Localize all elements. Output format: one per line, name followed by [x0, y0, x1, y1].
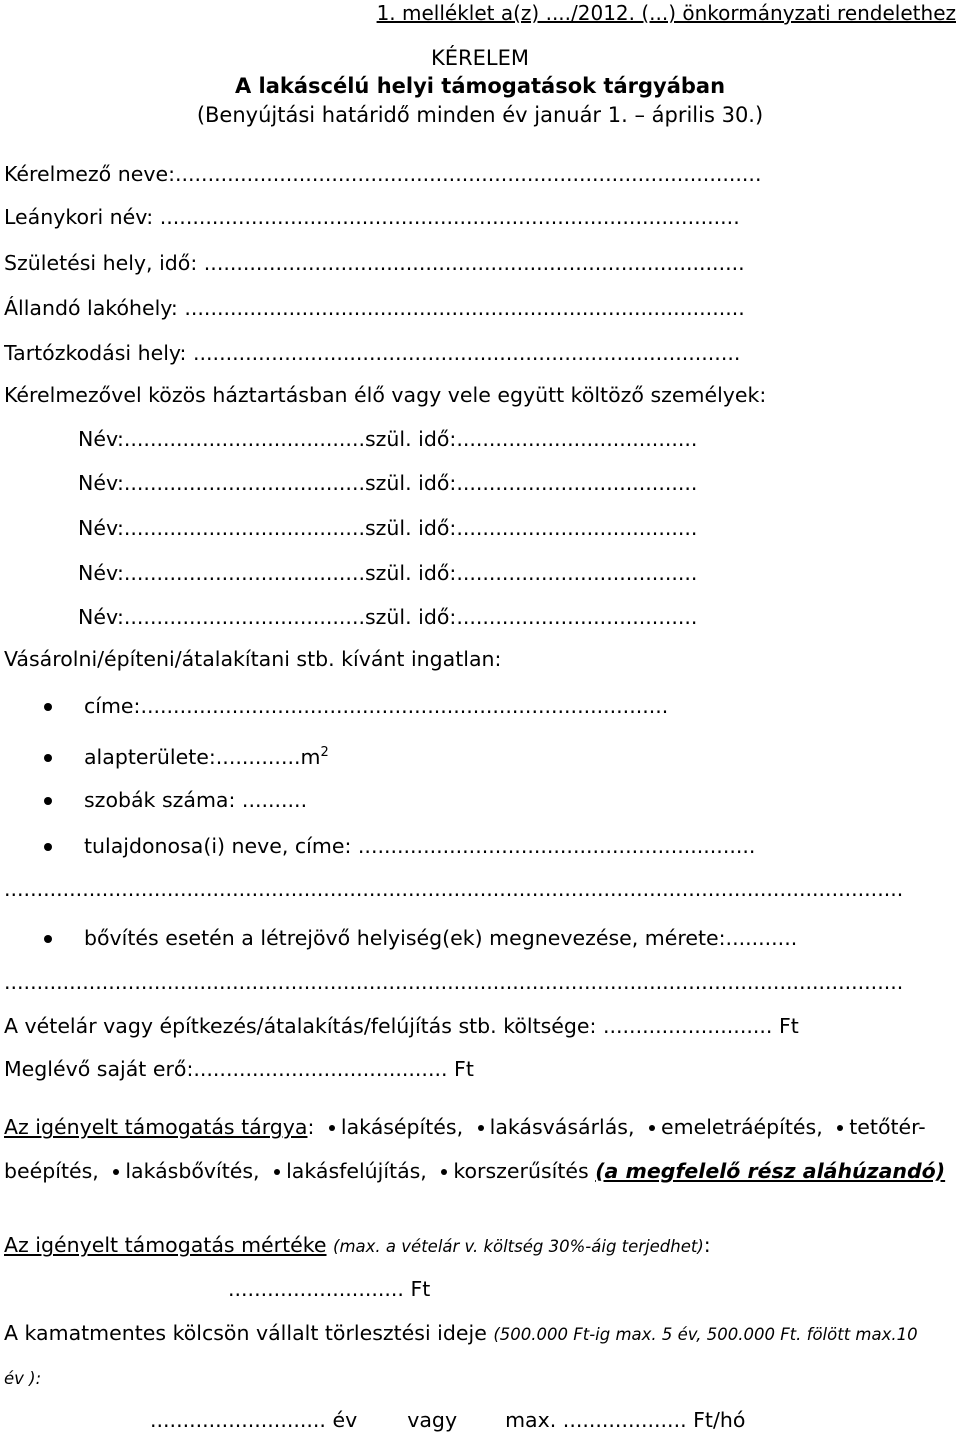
- subject-option[interactable]: korszerűsítés: [453, 1159, 589, 1183]
- person-row: [78, 514, 954, 542]
- person-birth-field[interactable]: .....................................: [456, 427, 698, 451]
- birth-place-line: [4, 249, 954, 277]
- property-address-item: [44, 692, 954, 720]
- repayment-values-line: [150, 1406, 954, 1434]
- person-row: [78, 559, 954, 587]
- bullet-icon: [44, 703, 52, 711]
- property-owner-label: tulajdonosa(i) neve, címe:: [84, 834, 352, 858]
- area-unit-exponent: 2: [320, 745, 329, 760]
- bullet-icon: [329, 1125, 335, 1131]
- property-rooms-item: [44, 786, 954, 814]
- person-name-field[interactable]: .....................................: [123, 516, 365, 540]
- own-funds-label: Meglévő saját erő:: [4, 1057, 194, 1081]
- amount-field[interactable]: ...........................: [228, 1277, 404, 1301]
- bullet-icon: [44, 754, 52, 762]
- person-birth-label: szül. idő:: [364, 516, 457, 540]
- price-line: [4, 1012, 954, 1040]
- property-owner-continuation[interactable]: ..........................................................................................................................................: [4, 877, 904, 901]
- subject-option-continuation[interactable]: beépítés,: [4, 1159, 99, 1183]
- stay-field[interactable]: ....................................................................................: [193, 341, 741, 365]
- subject-colon: :: [307, 1115, 315, 1139]
- person-row: [78, 603, 954, 631]
- own-funds-field[interactable]: .......................................: [193, 1057, 448, 1081]
- underline-instruction: (a megfelelő rész aláhúzandó): [595, 1159, 946, 1183]
- person-row: [78, 425, 954, 453]
- subject-option[interactable]: lakásfelújítás,: [286, 1159, 427, 1183]
- price-currency: Ft: [778, 1014, 799, 1038]
- repayment-monthly-unit: Ft/hó: [693, 1408, 746, 1432]
- repayment-label: A kamatmentes kölcsön vállalt törlesztési ideje: [4, 1321, 487, 1345]
- price-field[interactable]: ..........................: [602, 1014, 773, 1038]
- property-area-label: alapterülete:: [84, 744, 216, 769]
- subject-option[interactable]: emeletráépítés,: [661, 1115, 823, 1139]
- residence-field[interactable]: ......................................................................................: [184, 296, 745, 320]
- repayment-note-end: év ):: [4, 1369, 42, 1388]
- household-heading: Kérelmezővel közös háztartásban élő vagy vele együtt költöző személyek:: [4, 383, 767, 407]
- person-row: [78, 469, 954, 497]
- subject-line-1: [4, 1113, 954, 1141]
- person-birth-label: szül. idő:: [364, 427, 457, 451]
- subject-option[interactable]: lakásépítés,: [340, 1115, 464, 1139]
- own-funds-currency: Ft: [454, 1057, 474, 1081]
- subject-line-2: [4, 1157, 954, 1185]
- applicant-name-line: [4, 160, 954, 188]
- annex-reference: 1. melléklet a(z) ..../2012. (...) önkormányzati rendelethez: [376, 1, 956, 25]
- repayment-note-continuation: [4, 1363, 954, 1393]
- repayment-years-unit: év: [332, 1408, 358, 1432]
- property-rooms-field[interactable]: ..........: [241, 788, 308, 812]
- extension-continuation[interactable]: ..........................................................................................................................................: [4, 970, 904, 994]
- amount-currency: Ft: [410, 1277, 431, 1301]
- repayment-max-label: max.: [505, 1408, 557, 1432]
- amount-value-line: [228, 1275, 954, 1303]
- property-heading: Vásárolni/építeni/átalakítani stb. kívánt ingatlan:: [4, 647, 502, 671]
- form-subtitle: A lakáscélú helyi támogatások tárgyában: [234, 74, 726, 98]
- price-label: A vételár vagy építkezés/átalakítás/felújítás stb. költsége:: [4, 1014, 597, 1038]
- stay-label: Tartózkodási hely:: [4, 341, 187, 365]
- person-birth-label: szül. idő:: [364, 471, 457, 495]
- person-name-label: Név:: [78, 561, 124, 585]
- subject-option[interactable]: lakásbővítés,: [125, 1159, 260, 1183]
- submission-deadline: (Benyújtási határidő minden év január 1. – április 30.): [196, 103, 764, 127]
- residence-line: [4, 294, 954, 322]
- repayment-years-field[interactable]: ...........................: [150, 1408, 326, 1432]
- bullet-icon: [837, 1125, 843, 1131]
- maiden-name-line: [4, 203, 954, 231]
- property-owner-field[interactable]: .............................................................: [357, 834, 756, 858]
- maiden-name-field[interactable]: .........................................................................................: [159, 205, 740, 229]
- repayment-note: (500.000 Ft-ig max. 5 év, 500.000 Ft. fölött max.10: [493, 1325, 918, 1344]
- extension-item: [44, 924, 954, 952]
- amount-note: (max. a vételár v. költség 30%-áig terjedhet): [333, 1237, 704, 1256]
- amount-colon: :: [703, 1233, 711, 1257]
- stay-line: [4, 339, 954, 367]
- subject-label: Az igényelt támogatás tárgya: [4, 1115, 308, 1139]
- repayment-line: [4, 1319, 954, 1349]
- bullet-icon: [44, 843, 52, 851]
- extension-label: bővítés esetén a létrejövő helyiség(ek) megnevezése, mérete:: [84, 926, 726, 950]
- repayment-or: vagy: [407, 1408, 458, 1432]
- person-birth-field[interactable]: .....................................: [456, 471, 698, 495]
- property-address-label: címe:: [84, 694, 141, 718]
- bullet-icon: [649, 1125, 655, 1131]
- person-name-field[interactable]: .....................................: [123, 561, 365, 585]
- own-funds-line: [4, 1055, 954, 1083]
- bullet-icon: [44, 797, 52, 805]
- property-address-field[interactable]: .................................................................................: [140, 694, 669, 718]
- person-name-label: Név:: [78, 605, 124, 629]
- person-name-label: Név:: [78, 427, 124, 451]
- person-birth-field[interactable]: .....................................: [456, 561, 698, 585]
- bullet-icon: [44, 935, 52, 943]
- person-name-field[interactable]: .....................................: [123, 471, 365, 495]
- bullet-icon: [478, 1125, 484, 1131]
- subject-option[interactable]: tetőtér-: [849, 1115, 926, 1139]
- maiden-name-label: Leánykori név:: [4, 205, 154, 229]
- property-area-item: [44, 739, 954, 771]
- amount-line: [4, 1231, 954, 1261]
- person-name-label: Név:: [78, 516, 124, 540]
- repayment-monthly-field[interactable]: ...................: [562, 1408, 687, 1432]
- bullet-icon: [441, 1169, 447, 1175]
- person-birth-label: szül. idő:: [364, 605, 457, 629]
- person-name-label: Név:: [78, 471, 124, 495]
- area-unit: m: [300, 744, 321, 769]
- form-title: KÉRELEM: [431, 46, 529, 70]
- person-birth-label: szül. idő:: [364, 561, 457, 585]
- applicant-name-field[interactable]: ..........................................................................................: [174, 162, 762, 186]
- person-birth-field[interactable]: .....................................: [456, 516, 698, 540]
- birth-place-field[interactable]: ...................................................................................: [203, 251, 745, 275]
- bullet-icon: [274, 1169, 280, 1175]
- extension-field[interactable]: ...........: [725, 926, 798, 950]
- applicant-name-label: Kérelmező neve:: [4, 162, 175, 186]
- bullet-icon: [113, 1169, 119, 1175]
- property-rooms-label: szobák száma:: [84, 788, 236, 812]
- person-name-field[interactable]: .....................................: [123, 427, 365, 451]
- property-area-field[interactable]: .............: [215, 744, 301, 769]
- birth-place-label: Születési hely, idő:: [4, 251, 198, 275]
- residence-label: Állandó lakóhely:: [4, 296, 178, 320]
- person-name-field[interactable]: .....................................: [123, 605, 365, 629]
- person-birth-field[interactable]: .....................................: [456, 605, 698, 629]
- subject-option[interactable]: lakásvásárlás,: [489, 1115, 635, 1139]
- property-owner-item: [44, 832, 954, 860]
- amount-label: Az igényelt támogatás mértéke: [4, 1233, 327, 1257]
